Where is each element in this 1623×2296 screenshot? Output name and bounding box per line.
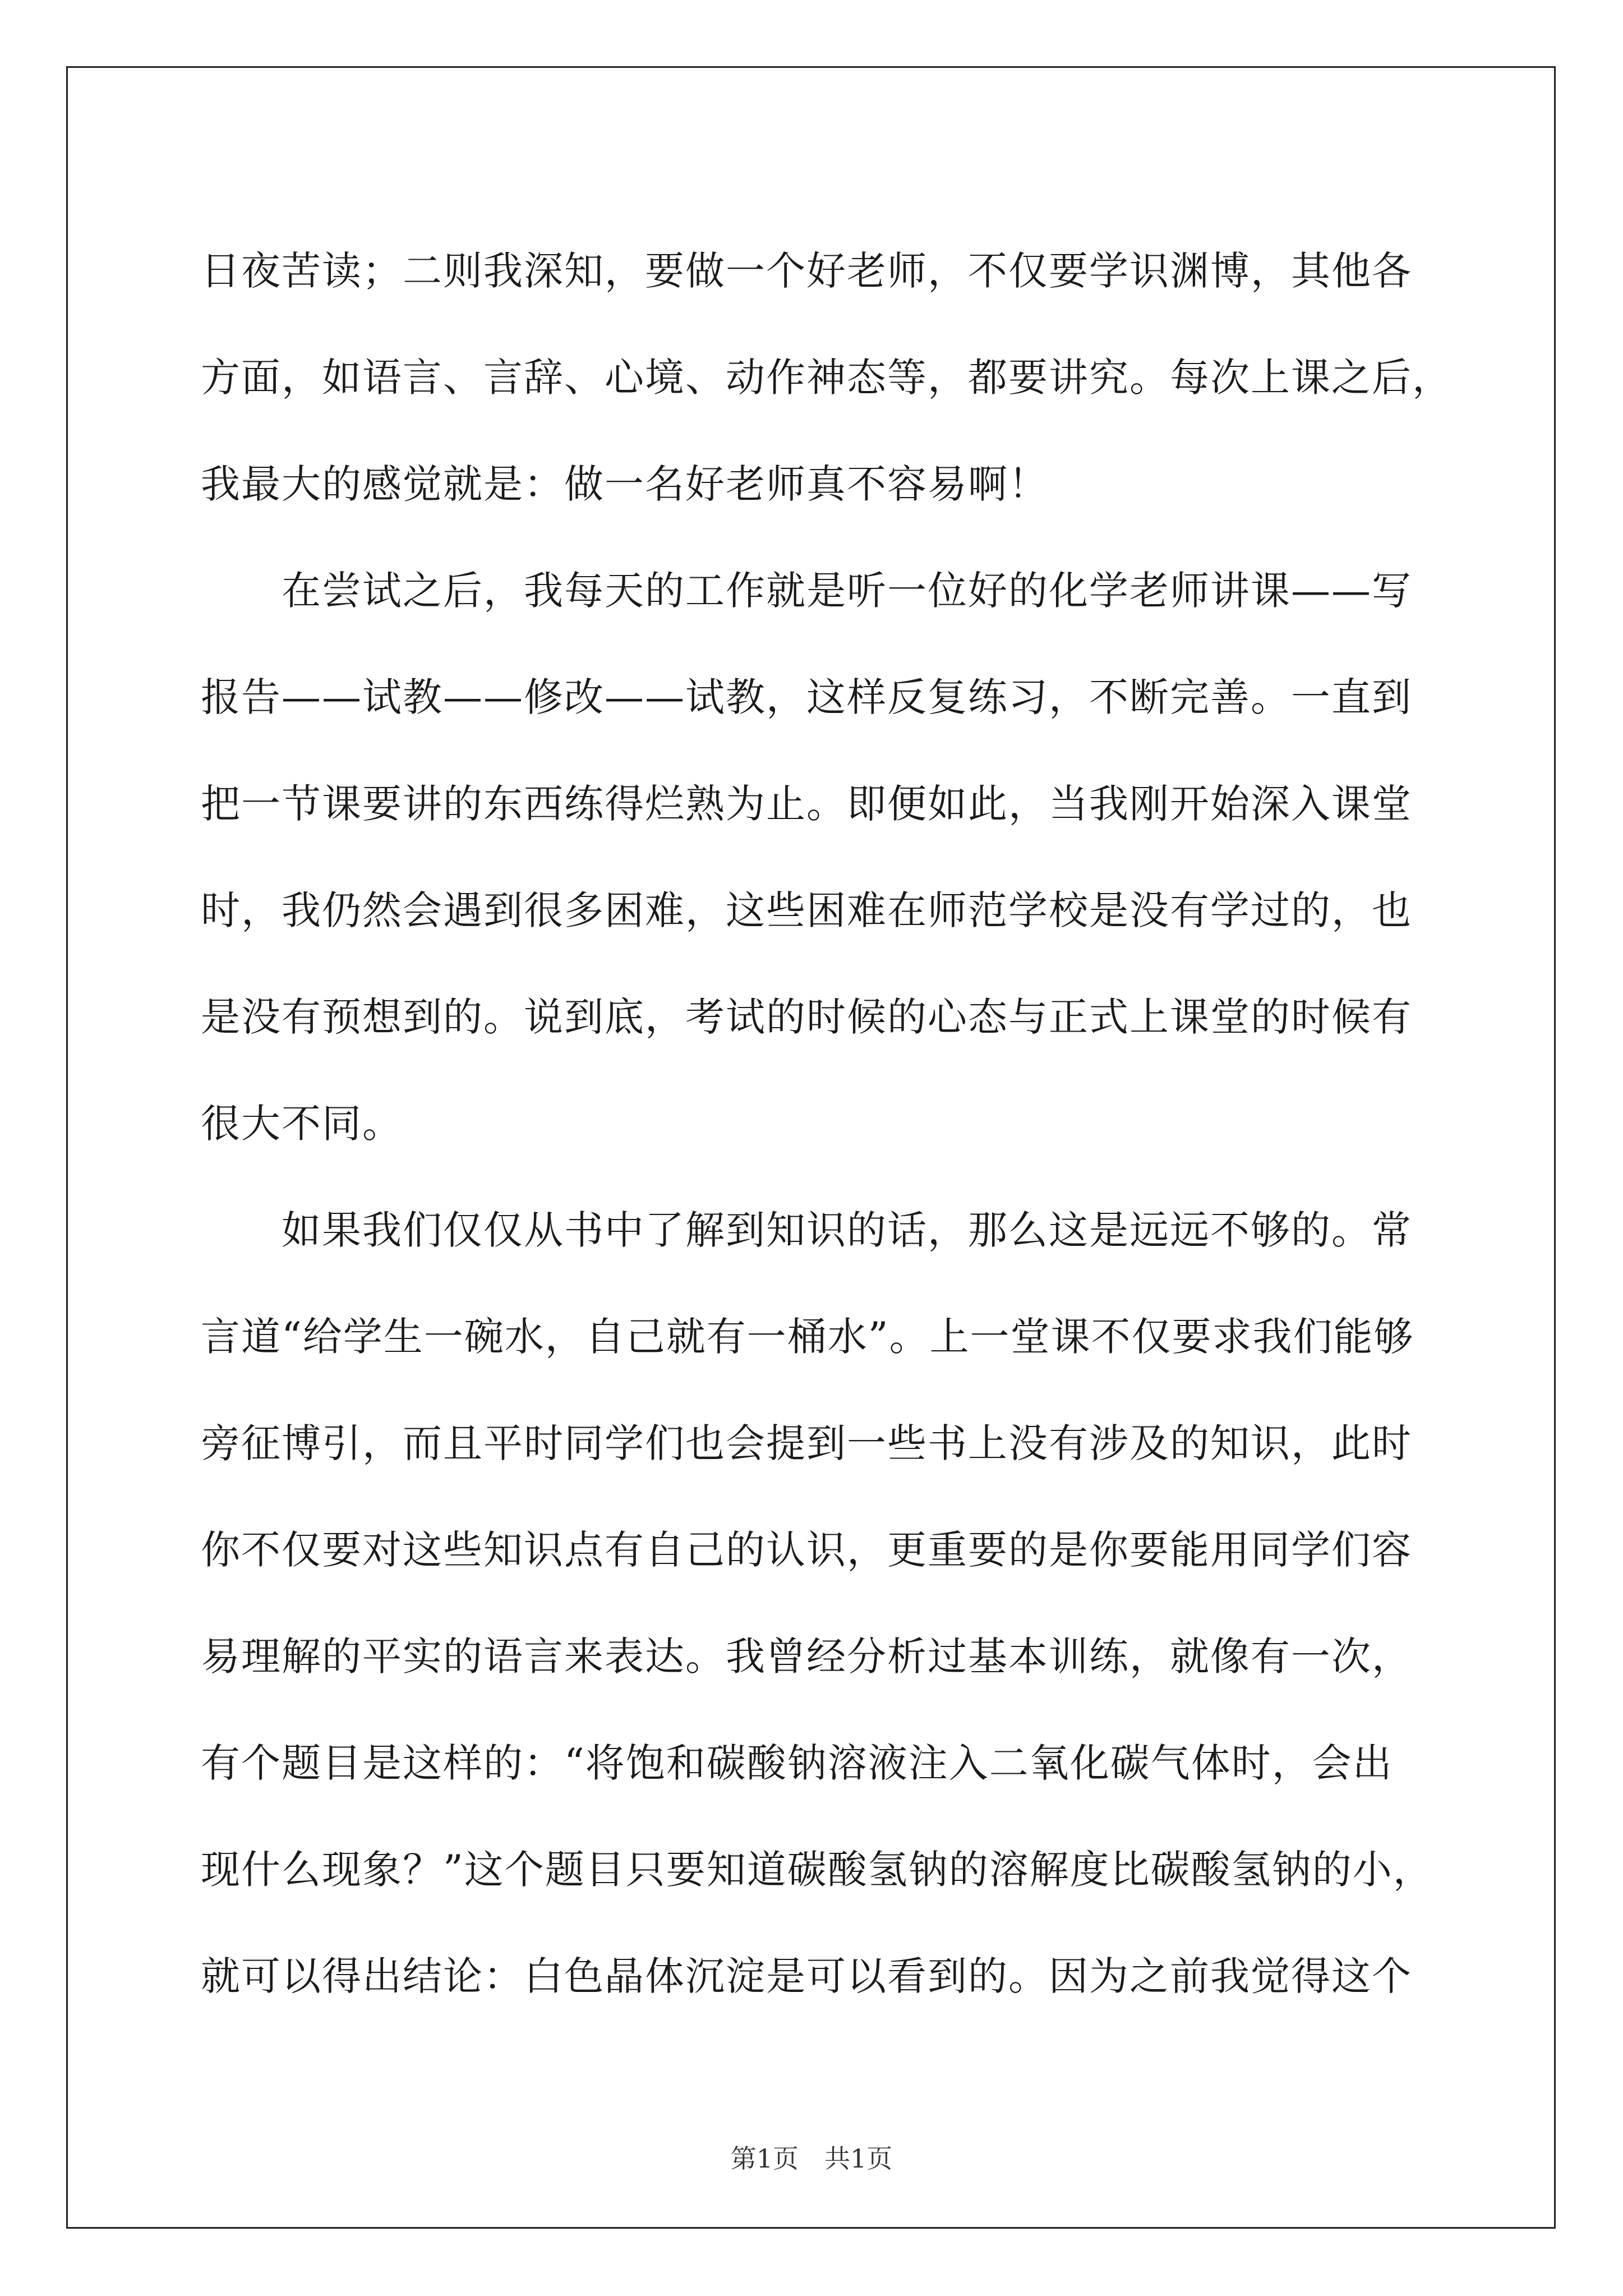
text-line: 有个题目是这样的：“将饱和碳酸钠溶液注入二氧化碳气体时，会出	[201, 1740, 1393, 1786]
page-number: 第1页 共1页	[730, 2143, 893, 2174]
text-line: 言道“给学生一碗水，自己就有一桶水”。上一堂课不仅要求我们能够	[201, 1314, 1414, 1360]
text-line: 你不仅要对这些知识点有自己的认识，更重要的是你要能用同学们容	[201, 1527, 1412, 1573]
text-line: 是没有预想到的。说到底，考试的时候的心态与正式上课堂的时候有	[201, 994, 1412, 1040]
text-line: 时，我仍然会遇到很多困难，这些困难在师范学校是没有学过的，也	[201, 887, 1412, 933]
document-body	[201, 218, 1453, 2030]
text-line: 报告——试教——修改——试教，这样反复练习，不断完善。一直到	[201, 674, 1412, 720]
text-line: 在尝试之后，我每天的工作就是听一位好的化学老师讲课——写	[201, 568, 1412, 614]
text-line: 日夜苦读；二则我深知，要做一个好老师，不仅要学识渊博，其他各	[201, 248, 1412, 294]
text-line: 方面，如语言、言辞、心境、动作神态等，都要讲究。每次上课之后，	[201, 355, 1453, 401]
text-line: 如果我们仅仅从书中了解到知识的话，那么这是远远不够的。常	[201, 1207, 1412, 1253]
text-line: 把一节课要讲的东西练得烂熟为止。即便如此，当我刚开始深入课堂	[201, 781, 1412, 827]
text-line: 易理解的平实的语言来表达。我曾经分析过基本训练，就像有一次，	[201, 1634, 1412, 1680]
text-line: 现什么现象？”这个题目只要知道碳酸氢钠的溶解度比碳酸氢钠的小，	[201, 1847, 1433, 1893]
text-line: 我最大的感觉就是：做一名好老师真不容易啊！	[201, 461, 1049, 507]
text-line: 旁征博引，而且平时同学们也会提到一些书上没有涉及的知识，此时	[201, 1420, 1412, 1466]
text-line: 很大不同。	[201, 1101, 403, 1147]
text-line: 就可以得出结论：白色晶体沉淀是可以看到的。因为之前我觉得这个	[201, 1953, 1412, 1999]
